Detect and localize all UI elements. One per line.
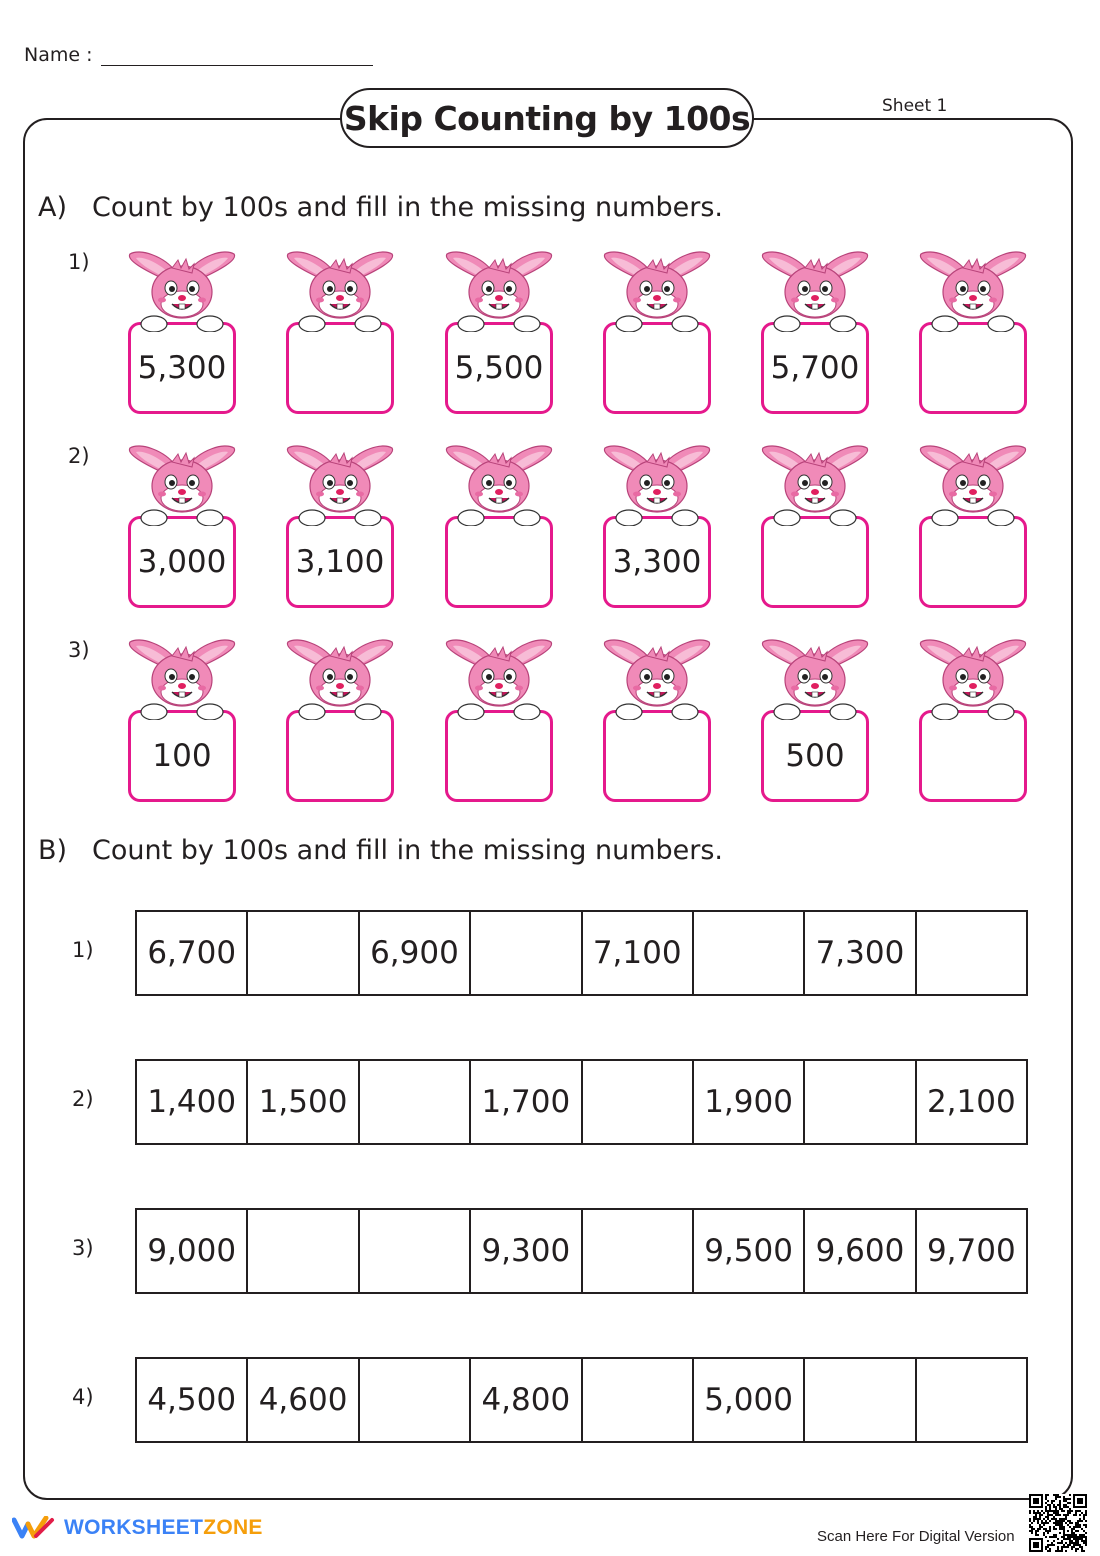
bunny-sign (759, 634, 871, 814)
sign-value: 3,300 (603, 516, 711, 608)
bunny-paws (615, 506, 699, 526)
bunny-sign (601, 634, 713, 814)
table-cell: 1,700 (471, 1061, 582, 1143)
sheet-label: Sheet 1 (882, 96, 948, 116)
bunny-paws (773, 312, 857, 332)
answer-cell[interactable] (360, 1210, 471, 1292)
bunny-paws (615, 700, 699, 720)
bunny-paws (773, 700, 857, 720)
table-cell: 6,700 (137, 912, 248, 994)
bunny-sign (126, 440, 238, 620)
bunny-sign (126, 246, 238, 426)
bunny-sign (759, 440, 871, 620)
bunny-sign (443, 246, 555, 426)
answer-cell[interactable] (917, 912, 1026, 994)
section-b-heading (38, 835, 723, 866)
table-cell: 1,900 (694, 1061, 805, 1143)
bunny-paws (457, 506, 541, 526)
row-number: 3) (72, 1236, 94, 1260)
name-label: Name : (24, 44, 93, 66)
worksheetzone-logo (12, 1516, 263, 1540)
bunny-paws (140, 700, 224, 720)
answer-box[interactable] (761, 516, 869, 608)
row-number: 2) (72, 1087, 94, 1111)
worksheetzone-logo-icon (12, 1516, 58, 1540)
section-a-heading (38, 192, 723, 223)
table-cell: 9,300 (471, 1210, 582, 1292)
row-number: 1) (68, 250, 90, 274)
bunny-paws (457, 312, 541, 332)
table-cell: 6,900 (360, 912, 471, 994)
bunny-paws (773, 506, 857, 526)
sign-value: 500 (761, 710, 869, 802)
answer-cell[interactable] (360, 1061, 471, 1143)
table-row (135, 910, 1028, 996)
sign-value: 5,300 (128, 322, 236, 414)
bunny-paws (298, 312, 382, 332)
section-b-instruction: Count by 100s and fill in the missing numbers. (92, 835, 724, 866)
row-number: 2) (68, 444, 90, 468)
answer-cell[interactable] (917, 1359, 1026, 1441)
page-title: Skip Counting by 100s (340, 88, 754, 148)
table-cell: 4,500 (137, 1359, 248, 1441)
table-cell: 7,100 (583, 912, 694, 994)
table-cell: 9,700 (926, 1233, 1016, 1269)
bunny-sign (917, 440, 1029, 620)
table-cell: 9,000 (137, 1210, 248, 1292)
table-row (135, 1357, 1028, 1443)
answer-cell[interactable] (248, 1210, 359, 1292)
table-row (135, 1059, 1028, 1145)
row-number: 3) (68, 638, 90, 662)
answer-cell[interactable] (805, 1061, 916, 1143)
answer-box[interactable] (286, 322, 394, 414)
answer-box[interactable] (919, 710, 1027, 802)
bunny-paws (931, 506, 1015, 526)
sign-value: 5,500 (445, 322, 553, 414)
bunny-paws (615, 312, 699, 332)
answer-cell[interactable] (694, 912, 805, 994)
bunny-sign (601, 440, 713, 620)
table-cell: 9,500 (694, 1210, 805, 1292)
table-cell: 1,500 (248, 1061, 359, 1143)
bunny-paws (298, 506, 382, 526)
logo-zone-text: ZONE (203, 1516, 263, 1539)
section-a-instruction: Count by 100s and fill in the missing numbers. (92, 192, 724, 223)
bunny-sign (759, 246, 871, 426)
bunny-paws (298, 700, 382, 720)
answer-cell[interactable] (805, 1359, 916, 1441)
bunny-sign (917, 634, 1029, 814)
table-cell: 9,600 (805, 1210, 916, 1292)
row-number: 1) (72, 938, 94, 962)
bunny-sign (443, 440, 555, 620)
bunny-sign (126, 634, 238, 814)
answer-box[interactable] (445, 516, 553, 608)
bunny-sign (917, 246, 1029, 426)
bunny-sign (284, 440, 396, 620)
bunny-paws (931, 312, 1015, 332)
answer-box[interactable] (919, 322, 1027, 414)
scan-text: Scan Here For Digital Version (817, 1528, 1015, 1545)
answer-cell[interactable] (471, 912, 582, 994)
answer-box[interactable] (286, 710, 394, 802)
answer-box[interactable] (603, 322, 711, 414)
table-cell: 5,000 (694, 1359, 805, 1441)
answer-box[interactable] (603, 710, 711, 802)
name-line[interactable] (101, 44, 373, 66)
table-row (135, 1208, 1028, 1294)
row-number: 4) (72, 1385, 94, 1409)
table-cell: 4,600 (248, 1359, 359, 1441)
answer-box[interactable] (445, 710, 553, 802)
section-b-letter: B) (38, 835, 68, 866)
section-a-letter: A) (38, 192, 68, 223)
table-cell: 4,800 (471, 1359, 582, 1441)
answer-cell[interactable] (583, 1359, 694, 1441)
bunny-sign (601, 246, 713, 426)
bunny-paws (931, 700, 1015, 720)
bunny-sign (284, 246, 396, 426)
table-cell: 1,400 (137, 1061, 248, 1143)
bunny-sign (284, 634, 396, 814)
name-field (24, 44, 373, 66)
sign-value: 3,000 (128, 516, 236, 608)
sign-value: 3,100 (286, 516, 394, 608)
answer-cell[interactable] (360, 1359, 471, 1441)
answer-box[interactable] (919, 516, 1027, 608)
logo-worksheet-text: WORKSHEET (64, 1516, 204, 1539)
answer-cell[interactable] (248, 912, 359, 994)
qr-code-icon[interactable] (1029, 1494, 1087, 1552)
answer-cell[interactable] (583, 1061, 694, 1143)
bunny-sign (443, 634, 555, 814)
answer-cell[interactable] (583, 1210, 694, 1292)
sign-value: 100 (128, 710, 236, 802)
table-cell: 7,300 (805, 912, 916, 994)
table-cell: 2,100 (926, 1084, 1016, 1120)
sign-value: 5,700 (761, 322, 869, 414)
bunny-paws (140, 506, 224, 526)
bunny-paws (457, 700, 541, 720)
bunny-paws (140, 312, 224, 332)
